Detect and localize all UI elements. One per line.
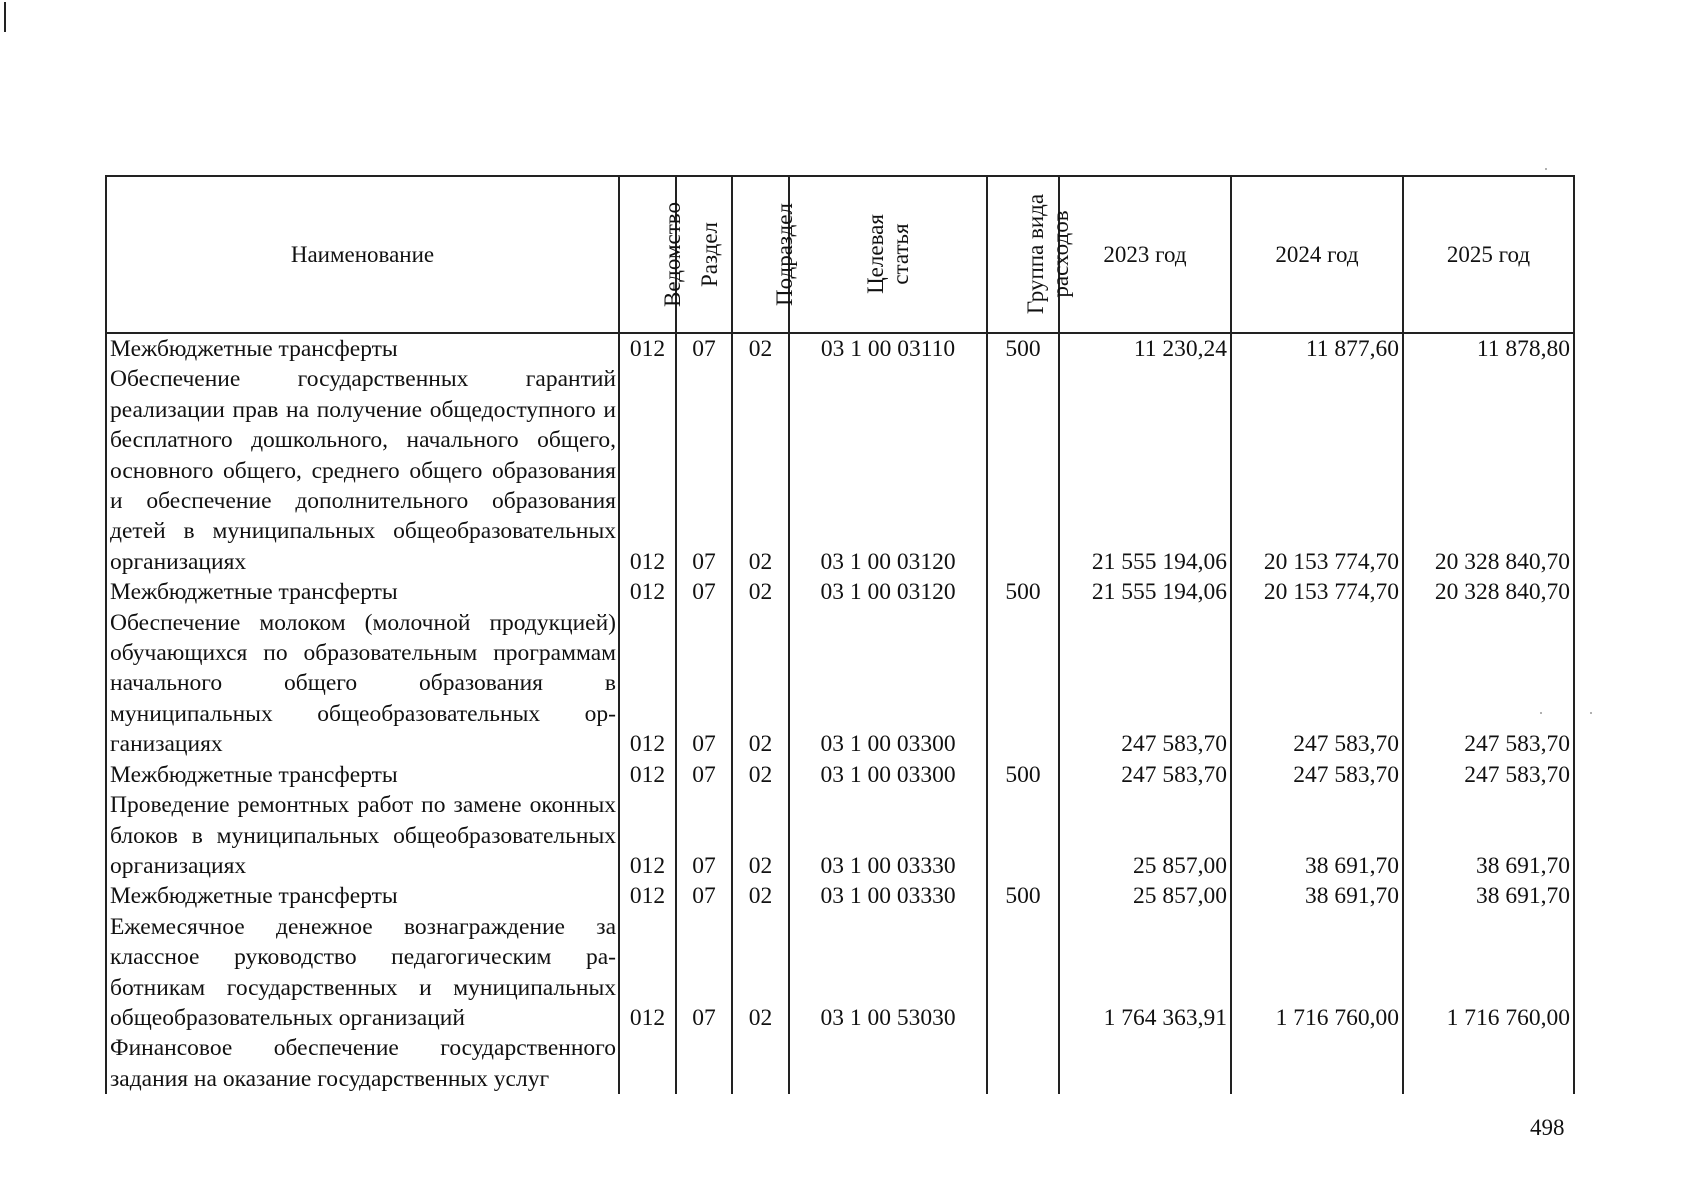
cell-2025: 20 328 840,70 xyxy=(1403,577,1574,607)
cell-2024: 20 153 774,70 xyxy=(1231,577,1403,607)
header-podrazdel: Подраздел xyxy=(732,176,789,333)
cell-2025: 38 691,70 xyxy=(1403,790,1574,881)
cell-2023 xyxy=(1059,1033,1231,1094)
cell-2025: 247 583,70 xyxy=(1403,760,1574,790)
cell-name: Межбюджетные трансферты xyxy=(106,760,619,790)
cell-gruppa xyxy=(987,608,1059,760)
cell-gruppa xyxy=(987,912,1059,1034)
cell-name: Межбюджетные трансферты xyxy=(106,881,619,911)
cell-2023: 25 857,00 xyxy=(1059,790,1231,881)
cell-2024: 20 153 774,70 xyxy=(1231,364,1403,577)
cell-2025 xyxy=(1403,1033,1574,1094)
header-gruppa-vida-rashodov: Группа вида расходов xyxy=(987,176,1059,333)
header-year-2025: 2025 год xyxy=(1403,176,1574,333)
cell-2024: 247 583,70 xyxy=(1231,608,1403,760)
cell-name: Обеспечение государственных гарантий реализации прав на получение общедоступного и бесплатного дошкольного, начального общего, основного общего, среднего общего образования и обеспечение дополнительного образования детей в муниципальных общеобразовательных организациях xyxy=(106,364,619,577)
cell-podrazdel: 02 xyxy=(732,881,789,911)
cell-gruppa xyxy=(987,1033,1059,1094)
cell-name: Ежемесячное денежное вознаграждение за классное руководство педагогическим работникам государственных и муниципальных общеобразовательных организаций xyxy=(106,912,619,1034)
cell-gruppa: 500 xyxy=(987,333,1059,364)
cell-podrazdel: 02 xyxy=(732,912,789,1034)
cell-razdel: 07 xyxy=(676,760,732,790)
cell-razdel: 07 xyxy=(676,364,732,577)
table-row xyxy=(106,577,1574,607)
cell-2025: 20 328 840,70 xyxy=(1403,364,1574,577)
table-row xyxy=(106,912,1574,1034)
cell-vedomstvo: 012 xyxy=(619,912,676,1034)
cell-razdel: 07 xyxy=(676,608,732,760)
cell-vedomstvo: 012 xyxy=(619,790,676,881)
table-row xyxy=(106,608,1574,760)
budget-table xyxy=(105,175,1575,1094)
cell-gruppa: 500 xyxy=(987,760,1059,790)
cell-2023: 21 555 194,06 xyxy=(1059,577,1231,607)
cell-vedomstvo: 012 xyxy=(619,881,676,911)
cell-2024: 1 716 760,00 xyxy=(1231,912,1403,1034)
cell-name: Обеспечение молоком (молочной продукцией) обучающихся по образовательным программам начального общего образования в муниципальных общеобразовательных организациях xyxy=(106,608,619,760)
cell-razdel: 07 xyxy=(676,790,732,881)
cell-2025: 1 716 760,00 xyxy=(1403,912,1574,1034)
cell-podrazdel: 02 xyxy=(732,364,789,577)
header-celevaya-statya: Целевая статья xyxy=(789,176,987,333)
cell-celevaya-statya: 03 1 00 03330 xyxy=(789,790,987,881)
cell-name: Межбюджетные трансферты xyxy=(106,333,619,364)
cell-name: Проведение ремонтных работ по замене оконных блоков в муниципальных общеобразовательных организациях xyxy=(106,790,619,881)
cell-2025: 247 583,70 xyxy=(1403,608,1574,760)
cell-2023: 247 583,70 xyxy=(1059,608,1231,760)
table-row xyxy=(106,333,1574,364)
cell-2023: 1 764 363,91 xyxy=(1059,912,1231,1034)
cell-celevaya-statya: 03 1 00 03120 xyxy=(789,577,987,607)
cell-vedomstvo xyxy=(619,1033,676,1094)
table-row xyxy=(106,760,1574,790)
table-row xyxy=(106,364,1574,577)
header-year-2023: 2023 год xyxy=(1059,176,1231,333)
cell-podrazdel xyxy=(732,1033,789,1094)
table-row xyxy=(106,881,1574,911)
table-body xyxy=(106,333,1574,1094)
cell-podrazdel: 02 xyxy=(732,760,789,790)
cell-podrazdel: 02 xyxy=(732,608,789,760)
scan-speck xyxy=(1590,712,1592,714)
cell-celevaya-statya: 03 1 00 03330 xyxy=(789,881,987,911)
table-header xyxy=(106,176,1574,333)
table-row xyxy=(106,790,1574,881)
cell-razdel xyxy=(676,1033,732,1094)
header-razdel: Раздел xyxy=(676,176,732,333)
header-year-2024: 2024 год xyxy=(1231,176,1403,333)
table-row xyxy=(106,1033,1574,1094)
cell-gruppa xyxy=(987,790,1059,881)
cell-razdel: 07 xyxy=(676,333,732,364)
cell-2025: 11 878,80 xyxy=(1403,333,1574,364)
cell-celevaya-statya: 03 1 00 03300 xyxy=(789,760,987,790)
scan-speck xyxy=(1545,168,1547,170)
cell-razdel: 07 xyxy=(676,912,732,1034)
cell-podrazdel: 02 xyxy=(732,790,789,881)
cell-2023: 247 583,70 xyxy=(1059,760,1231,790)
cell-2024: 247 583,70 xyxy=(1231,760,1403,790)
cell-2023: 25 857,00 xyxy=(1059,881,1231,911)
cell-gruppa: 500 xyxy=(987,881,1059,911)
scan-edge-mark xyxy=(4,2,6,32)
cell-vedomstvo: 012 xyxy=(619,333,676,364)
cell-name: Межбюджетные трансферты xyxy=(106,577,619,607)
cell-2024 xyxy=(1231,1033,1403,1094)
cell-name: Финансовое обеспечение государственного задания на оказание государственных услуг xyxy=(106,1033,619,1094)
cell-razdel: 07 xyxy=(676,577,732,607)
cell-vedomstvo: 012 xyxy=(619,760,676,790)
cell-podrazdel: 02 xyxy=(732,577,789,607)
cell-gruppa: 500 xyxy=(987,577,1059,607)
cell-podrazdel: 02 xyxy=(732,333,789,364)
cell-2025: 38 691,70 xyxy=(1403,881,1574,911)
cell-razdel: 07 xyxy=(676,881,732,911)
cell-2024: 38 691,70 xyxy=(1231,790,1403,881)
header-name: Наименование xyxy=(106,176,619,333)
cell-2024: 11 877,60 xyxy=(1231,333,1403,364)
cell-vedomstvo: 012 xyxy=(619,364,676,577)
cell-celevaya-statya: 03 1 00 03110 xyxy=(789,333,987,364)
cell-celevaya-statya: 03 1 00 03300 xyxy=(789,608,987,760)
cell-celevaya-statya: 03 1 00 53030 xyxy=(789,912,987,1034)
cell-celevaya-statya xyxy=(789,1033,987,1094)
cell-2023: 21 555 194,06 xyxy=(1059,364,1231,577)
header-vedomstvo: Ведомство xyxy=(619,176,676,333)
page-number: 498 xyxy=(1530,1115,1565,1140)
cell-vedomstvo: 012 xyxy=(619,577,676,607)
cell-2023: 11 230,24 xyxy=(1059,333,1231,364)
cell-vedomstvo: 012 xyxy=(619,608,676,760)
cell-celevaya-statya: 03 1 00 03120 xyxy=(789,364,987,577)
cell-gruppa xyxy=(987,364,1059,577)
cell-2024: 38 691,70 xyxy=(1231,881,1403,911)
